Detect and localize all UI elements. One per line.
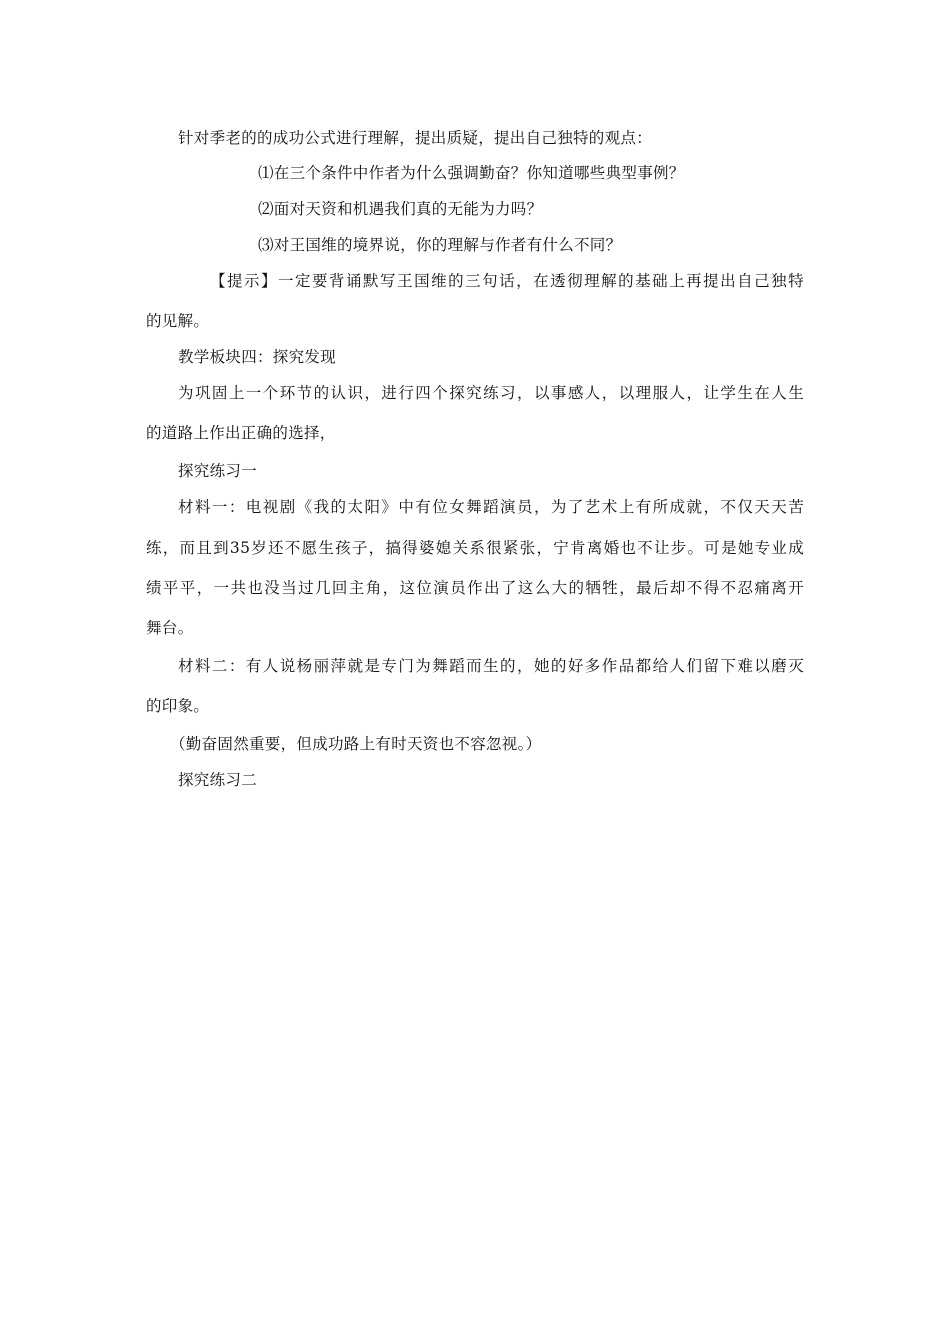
material-1-line-4: 舞台。	[146, 619, 194, 637]
material-1-line-2: 练，而且到35岁还不愿生孩子，搞得婆媳关系很紧张，宁肯离婚也不让步。可是她专业成	[146, 539, 804, 557]
hint-line-2: 的见解。	[146, 312, 210, 330]
question-2: ⑵面对天资和机遇我们真的无能为力吗？	[258, 200, 543, 218]
exercise-2-heading: 探究练习二	[178, 771, 258, 789]
material-1-line-1: 材料一：电视剧《我的太阳》中有位女舞蹈演员，为了艺术上有所成就，不仅天天苦	[178, 498, 804, 516]
material-2-line-1: 材料二：有人说杨丽萍就是专门为舞蹈而生的，她的好多作品都给人们留下难以磨灭	[178, 657, 804, 675]
conclusion-note: （勤奋固然重要，但成功路上有时天资也不容忽视。）	[170, 735, 542, 753]
intro-line: 针对季老的的成功公式进行理解，提出质疑，提出自己独特的观点：	[178, 129, 653, 147]
hint-line-1: 【提示】一定要背诵默写王国维的三句话，在透彻理解的基础上再提出自己独特	[210, 272, 804, 290]
question-3: ⑶对王国维的境界说，你的理解与作者有什么不同？	[258, 236, 622, 254]
material-1-line-3: 绩平平，一共也没当过几回主角，这位演员作出了这么大的牺牲，最后却不得不忍痛离开	[146, 579, 804, 597]
section-paragraph-line-1: 为巩固上一个环节的认识，进行四个探究练习，以事感人，以理服人，让学生在人生	[178, 384, 804, 402]
material-2-line-2: 的印象。	[146, 697, 210, 715]
question-1: ⑴在三个条件中作者为什么强调勤奋？你知道哪些典型事例？	[258, 164, 685, 182]
section-paragraph-line-2: 的道路上作出正确的选择，	[146, 424, 336, 442]
exercise-1-heading: 探究练习一	[178, 462, 258, 480]
section-heading: 教学板块四：探究发现	[178, 348, 337, 366]
